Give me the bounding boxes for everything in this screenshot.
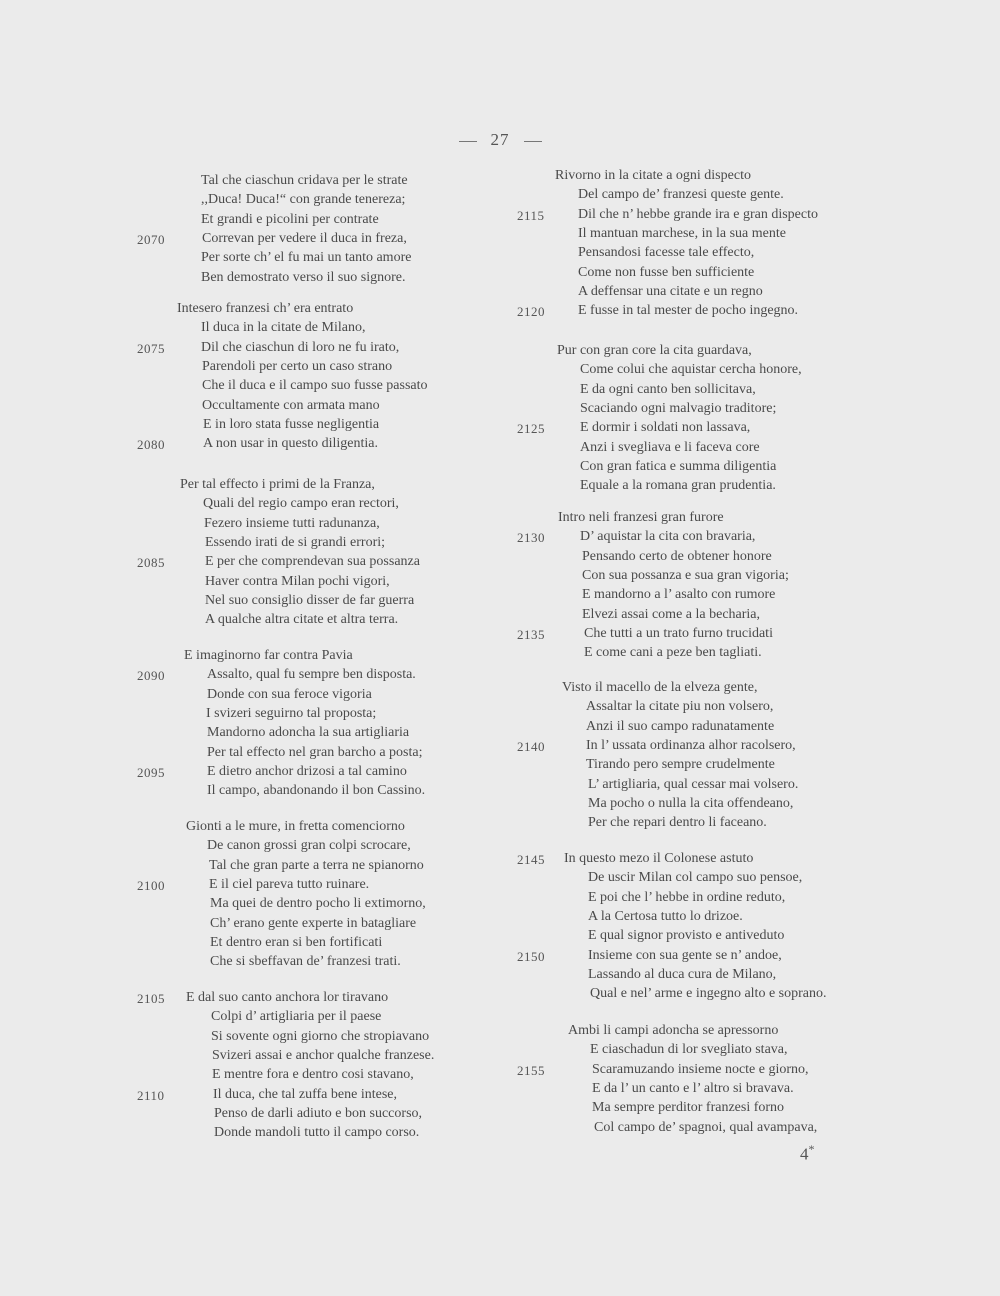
verse-line: Intro neli franzesi gran furore	[558, 510, 724, 525]
verse-line: E ciaschadun di lor svegliato stava,	[590, 1042, 788, 1058]
verse-line: In l’ ussata ordinanza alhor racolsero,	[586, 737, 796, 753]
verse-line: Anzi i svegliava e li faceva core	[580, 439, 760, 455]
line-number: 2100	[137, 877, 165, 893]
page-number: 27	[490, 130, 510, 149]
verse-line: I svizeri seguirno tal proposta;	[206, 705, 377, 721]
line-number: 2110	[137, 1087, 165, 1103]
verse-line: Penso de darli adiuto e bon succorso,	[214, 1105, 423, 1121]
verse-line: Dil che n’ hebbe grande ira e gran dispecto	[578, 206, 818, 222]
verse-line: E fusse in tal mester de pocho ingegno.	[578, 303, 799, 319]
verse-line: Pur con gran core la cita guardava,	[557, 343, 752, 358]
signature-number: 4	[800, 1144, 809, 1164]
verse-line: Si sovente ogni giorno che stropiavano	[211, 1028, 430, 1044]
line-number: 2080	[137, 437, 165, 453]
verse-line: Il duca, che tal zuffa bene intese,	[213, 1086, 397, 1102]
verse-line: E mandorno a l’ asalto con rumore	[582, 587, 776, 603]
line-number: 2105	[137, 991, 165, 1006]
verse-line: Insieme con sua gente se n’ andoe,	[588, 947, 782, 963]
verse-line: Per tal effecto nel gran barcho a posta;	[207, 744, 423, 760]
verse-line: Mandorno adoncha la sua artigliaria	[207, 725, 410, 741]
verse-line: Ma sempre perditor franzesi forno	[592, 1100, 785, 1116]
verse-line: Con sua possanza e sua gran vigoria;	[582, 567, 789, 583]
verse-line: D’ aquistar la cita con bravaria,	[580, 529, 756, 545]
verse-line: Come non fusse ben sufficiente	[578, 264, 755, 280]
verse-line: E da l’ un canto e l’ altro si bravava.	[592, 1080, 794, 1096]
verse-line: Come colui che aquistar cercha honore,	[580, 362, 802, 378]
verse-line: E mentre fora e dentro cosi stavano,	[212, 1067, 414, 1083]
verse-line: Donde con sua feroce vigoria	[207, 686, 372, 702]
verse-line: Ma pocho o nulla la cita offendeano,	[588, 795, 794, 811]
verse-line: Che tutti a un trato furno trucidati	[584, 625, 773, 641]
verse-line: ,,Duca! Duca!“ con grande tenereza;	[201, 192, 406, 208]
verse-line: Che si sbeffavan de’ franzesi trati.	[210, 954, 401, 970]
verse-line: Tirando pero sempre crudelmente	[586, 757, 775, 773]
verse-line: Et grandi e picolini per contrate	[201, 211, 379, 227]
line-number: 2135	[517, 626, 545, 642]
verse-line: Dil che ciaschun di loro ne fu irato,	[201, 339, 400, 355]
verse-line: Per tal effecto i primi de la Franza,	[180, 477, 375, 492]
verse-line: In questo mezo il Colonese astuto	[564, 851, 754, 866]
verse-line: Lassando al duca cura de Milano,	[588, 966, 777, 982]
line-number: 2140	[517, 738, 545, 754]
verse-line: Nel suo consiglio disser de far guerra	[205, 592, 415, 608]
verse-line: E imaginorno far contra Pavia	[184, 648, 353, 663]
verse-line: Equale a la romana gran prudentia.	[580, 478, 776, 494]
verse-line: Gionti a le mure, in fretta comenciorno	[186, 819, 405, 834]
verse-line: Ambi li campi adoncha se apressorno	[568, 1023, 779, 1038]
signature-asterisk: *	[808, 1142, 815, 1156]
verse-line: Scaciando ogni malvagio traditore;	[580, 400, 777, 416]
line-number: 2075	[137, 340, 165, 356]
verse-line: Correvan per vedere il duca in freza,	[202, 230, 407, 246]
line-number: 2120	[517, 304, 545, 320]
verse-line: E in loro stata fusse negligentia	[203, 416, 380, 432]
verse-line: Con gran fatica e summa diligentia	[580, 458, 777, 474]
verse-line: De uscir Milan col campo suo pensoe,	[588, 870, 803, 886]
verse-line: Il campo, abandonando il bon Cassino.	[207, 783, 426, 799]
verse-line: Il duca in la citate de Milano,	[201, 320, 366, 336]
verse-line: Visto il macello de la elveza gente,	[562, 680, 758, 695]
verse-line: Per che repari dentro li faceano.	[588, 815, 767, 831]
verse-line: E il ciel pareva tutto ruinare.	[209, 876, 370, 892]
line-number: 2125	[517, 421, 545, 437]
verse-line: Il mantuan marchese, in la sua mente	[578, 225, 786, 241]
line-number: 2145	[517, 852, 545, 867]
verse-line: Rivorno in la citate a ogni dispecto	[555, 168, 751, 183]
verse-line: Quali del regio campo eran rectori,	[203, 496, 399, 512]
verse-line: Assaltar la citate piu non volsero,	[586, 699, 774, 715]
verse-line: Intesero franzesi ch’ era entrato	[177, 301, 354, 316]
line-number: 2150	[517, 948, 545, 964]
verse-line: Per sorte ch’ el fu mai un tanto amore	[201, 250, 412, 266]
verse-line: E dormir i soldati non lassava,	[580, 420, 751, 436]
verse-line: Ma quei de dentro pocho li extimorno,	[210, 896, 426, 912]
line-number: 2085	[137, 555, 165, 571]
verse-line: Et dentro eran si ben fortificati	[210, 934, 383, 950]
verse-line: E dal suo canto anchora lor tiravano	[186, 990, 389, 1005]
verse-line: E da ogni canto ben sollicitava,	[580, 381, 756, 397]
line-number: 2115	[517, 207, 545, 223]
verse-line: Essendo irati de si grandi errori;	[205, 534, 386, 550]
verse-line: E come cani a peze ben tagliati.	[584, 645, 762, 661]
verse-line: Col campo de’ spagnoi, qual avampava,	[594, 1119, 818, 1135]
verse-line: E poi che l’ hebbe in ordine reduto,	[588, 889, 786, 905]
verse-line: Elvezi assai come a la becharia,	[582, 606, 761, 622]
verse-line: Colpi d’ artigliaria per il paese	[211, 1009, 382, 1025]
verse-line: A qualche altra citate et altra terra.	[205, 612, 399, 628]
verse-line: Tal che gran parte a terra ne spianorno	[209, 857, 424, 873]
verse-line: Fezero insieme tutti radunanza,	[204, 515, 380, 531]
line-number: 2130	[517, 530, 545, 546]
line-number: 2155	[517, 1062, 545, 1078]
verse-line: Svizeri assai e anchor qualche franzese.	[212, 1047, 435, 1063]
verse-line: Ben demostrato verso il suo signore.	[201, 269, 406, 285]
verse-line: Occultamente con armata mano	[202, 397, 380, 413]
verse-line: E qual signor provisto e antiveduto	[588, 928, 785, 944]
signature-mark	[800, 1142, 815, 1165]
verse-line: E per che comprendevan sua possanza	[205, 554, 420, 570]
verse-line: Anzi il suo campo radunatamente	[586, 718, 775, 734]
verse-line: L’ artigliaria, qual cessar mai volsero.	[588, 776, 799, 792]
line-number: 2095	[137, 764, 165, 780]
verse-line: De canon grossi gran colpi scrocare,	[207, 838, 411, 854]
verse-line: Pensandosi facesse tale effecto,	[578, 245, 755, 261]
verse-line: Che il duca e il campo suo fusse passato	[202, 378, 428, 394]
verse-line: A la Certosa tutto lo drizoe.	[588, 908, 743, 924]
verse-line: Tal che ciaschun cridava per le strate	[201, 173, 408, 188]
verse-line: Parendoli per certo un caso strano	[202, 358, 393, 374]
verse-line: Ch’ erano gente experte in batagliare	[210, 915, 417, 931]
line-number: 2070	[137, 231, 165, 247]
verse-line: Donde mandoli tutto il campo corso.	[214, 1125, 420, 1141]
verse-line: A deffensar una citate e un regno	[578, 283, 763, 299]
verse-line: Scaramuzando insieme nocte e giorno,	[592, 1061, 809, 1077]
verse-line: Haver contra Milan pochi vigori,	[205, 573, 390, 589]
verse-line: Del campo de’ franzesi queste gente.	[578, 187, 784, 203]
verse-line: A non usar in questo diligentia.	[203, 436, 378, 452]
verse-line: Pensando certo de obtener honore	[582, 548, 772, 564]
verse-line: Assalto, qual fu sempre ben disposta.	[207, 667, 416, 683]
verse-line: E dietro anchor drizosi a tal camino	[207, 763, 407, 779]
verse-line: Qual e nel’ arme e ingegno alto e soprano.	[590, 986, 827, 1002]
line-number: 2090	[137, 668, 165, 684]
